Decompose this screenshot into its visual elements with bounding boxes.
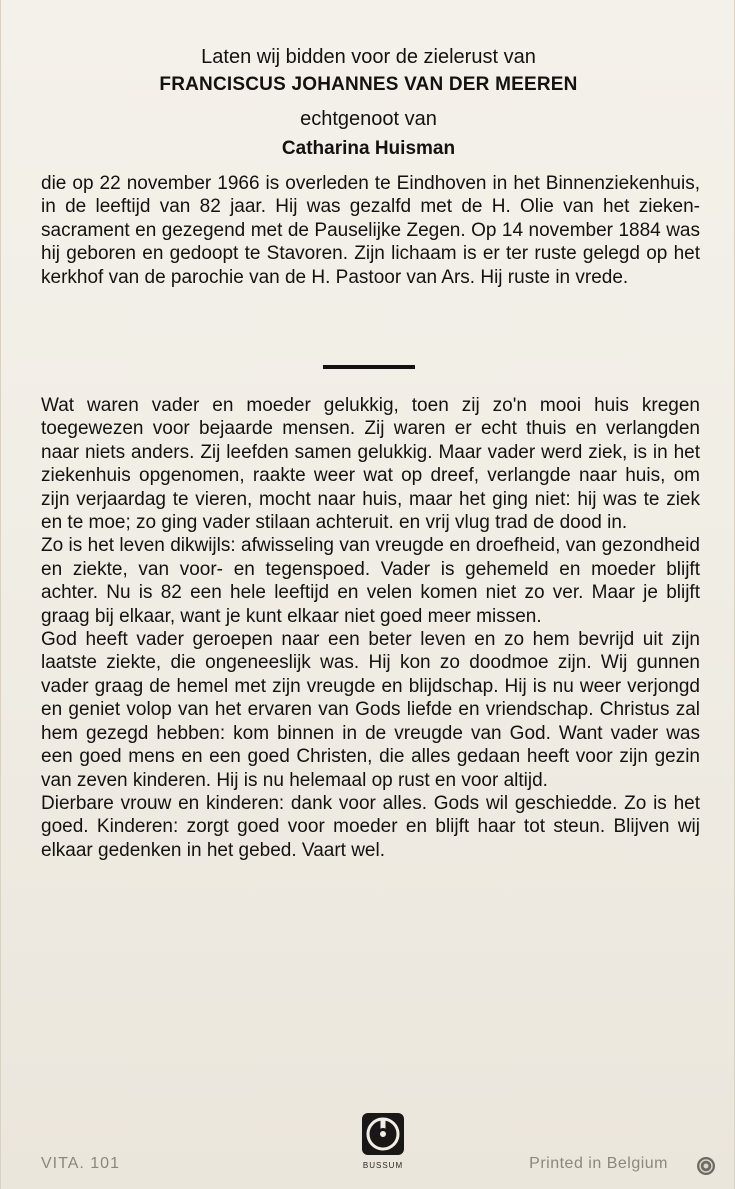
spouse-name: Catharina Huisman [281,138,456,159]
deceased-name: FRANCISCUS JOHANNES VAN DER MEEREN [159,74,578,95]
memorial-paragraph: Wat waren vader en moeder gelukkig, toen zij zo'n mooi huis kregen toegewezen voor bejaarde mensen. Zij waren er echt thuis en verlangden naar niets anders. Zij leefden samen gelukkig. Maar vader werd ziek, is in het ziekenhuis opgenomen, raakte weer wat op dreef, verlangde naar huis, om zijn verjaardag te vieren, mocht naar huis, maar het ging niet: hij was te ziek en te moe; zo ging vader stilaan achteruit. en vrij vlug trad de dood in. [41,395,700,534]
printed-in: Printed in Belgium [529,1155,668,1172]
memorial-paragraph: God heeft vader geroepen naar een beter leven en zo hem bevrijd uit zijn laatste ziekte, die ongeneeslijk was. Hij kon zo doodmoe zijn. Wij gunnen vader graag de hemel met zijn vreugde en blijdschap. Hij is nu weer verjongd en geniet volop van het ervaren van Gods liefde en vriendschap. Christus zal hem gezegd hebben: kom binnen in de vreugde van God. Want vader was een goed mens en een goed Christen, die alles gedaan heeft voor zijn gezin van zeven kinderen. Hij is nu helemaal op rust en voor altijd. [41,629,700,791]
divider-rule [323,365,415,369]
biography [41,172,700,289]
prayer-intro: Laten wij bidden voor de zielerust van [201,46,536,68]
printer-logo-icon [361,1112,405,1156]
printer-city: BUSSUM [362,1161,404,1170]
memorial-paragraph: Dierbare vrouw en kinderen: dank voor alles. Gods wil geschiedde. Zo is het goed. Kinderen: zorgt goed voor moeder en blijft haar tot steun. Blijven wij elkaar gedenken in het gebed. Vaart wel. [41,792,700,861]
seal-mark-icon [696,1156,716,1176]
memorial-text [41,394,700,862]
biography-text: die op 22 november 1966 is overleden te Eindhoven in het Binnenziekenhuis, in de leeftijd van 82 jaar. Hij was gezalfd met de H. Olie van het zieken-sacrament en gezegend met de Pauselijke Zegen. Op 14 november 1884 was hij geboren en gedoopt te Stavoren. Zijn lichaam is er ter ruste gelegd op het kerkhof van de parochie van de H. Pastoor van Ars. Hij ruste in vrede. [41,173,700,288]
card-header [1,44,735,162]
card-code: VITA. 101 [41,1155,120,1172]
memorial-paragraph: Zo is het leven dikwijls: afwisseling van vreugde en droefheid, van gezondheid en ziekte, van voor- en tegenspoed. Vader is gehemeld en moeder blijft achter. Nu is 82 een hele leeftijd en velen komen niet zo ver. Maar je blijft graag bij elkaar, want je kunt elkaar niet goed meer missen. [41,535,700,627]
spouse-label: echtgenoot van [300,108,437,130]
